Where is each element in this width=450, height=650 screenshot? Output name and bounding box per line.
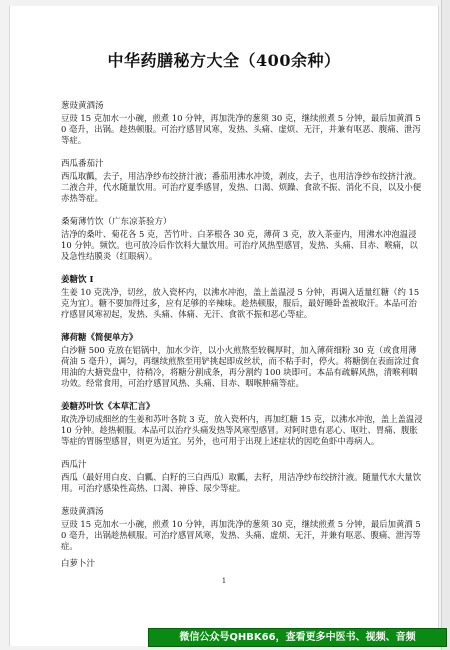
recipe-heading: 葱豉黄酒汤 (61, 507, 104, 517)
recipe-heading: 姜糖饮 I (61, 275, 94, 285)
recipe-body: 西瓜（最好用白皮、白瓤、白籽的三白西瓜）取瓤，去籽，用洁净纱布绞挤汁液。随量代水大量饮用。可治疗感染性高热、口渴、神昏、尿少等症。 (61, 472, 422, 493)
recipe-section (61, 158, 423, 204)
document-title: 中华药膳秘方大全（400余种） (107, 51, 341, 70)
recipe-section (61, 274, 423, 320)
recipe-heading: 薄荷糖《简便单方》 (61, 333, 138, 343)
recipe-section (61, 558, 423, 571)
recipe-section (61, 216, 423, 262)
recipe-heading: 白萝卜汁 (61, 559, 96, 569)
recipe-heading: 西瓜番茄汁 (61, 159, 104, 169)
recipe-body: 洁净的桑叶、菊花各 5 克，苦竹叶、白茅根各 30 克，薄荷 3 克，放入茶壶内，用沸水冲泡温浸 10 分钟。频饮。也可放冷后作饮料大量饮用。可治疗风热型感冒，发热、头痛、目赤、喉痛，以及急性结膜炎（红眼病）。 (61, 229, 418, 261)
scrollbar[interactable] (441, 0, 450, 650)
recipe-body: 豆豉 15 克加水一小碗，煎煮 10 分钟，再加洗净的葱须 30 克，继续煎煮 5 分钟，最后加黄酒 50 毫升，出锅趁热顿服。可治疗感冒风寒，发热、头痛、虚烦、无汗，并兼有呕恶、腹痛、泄泻等症。 (61, 519, 421, 551)
recipe-body: 生姜 10 克洗净，切丝，放入瓷杯内，以沸水冲泡，盖上盖温浸 5 分钟，再调入适量红糖（约 15 克为宜）。糖不要加得过多，应有足够的辛辣味。趁热顿服，服后，最好睡卧盖被取汗。本品可治疗感冒风寒初起，发热、头痛、体痛、无汗、食欲不振和恶心等症。 (61, 287, 420, 319)
page-number: 1 (221, 577, 227, 585)
document-page (9, 6, 439, 646)
recipe-body: 西瓜取瓤，去子，用洁净纱布绞挤汁液；番茄用沸水冲烫，剥皮，去子，也用洁净纱布绞挤汁液。二液合并，代水随量饮用。可治疗夏季感冒，发热、口渴、烦躁、食欲不振、消化不良，以及小便赤热等症。 (61, 171, 422, 203)
recipe-body: 白沙糖 500 克放在铝锅中，加水少许，以小火煎熬至较稠厚时，加入薄荷细粉 30 克（或食用薄荷油 5 毫升），调匀，再继续煎熬至用铲挑起即成丝状，而不粘手时，停火。将糖倒在表面涂过食用油的大搪瓷盘中，待稍冷，将糖分割成条，再分割约 100 块即可。本品有疏解风热，清喉利咽功效。经常食用，可治疗感冒风热、头痛、目赤、咽喉肿痛等症。 (61, 345, 420, 388)
recipe-body: 豆豉 15 克加水一小碗，煎煮 10 分钟，再加洗净的葱须 30 克，继续煎煮 5 分钟，最后加黄酒 50 毫升，出锅。趁热顿服。可治疗感冒风寒，发热、头痛、虚烦、无汗，并兼有呕恶、腹痛、泄泻等症。 (61, 113, 421, 145)
recipe-section (61, 401, 423, 447)
recipe-heading: 桑菊薄竹饮（广东凉茶验方） (61, 217, 172, 227)
recipe-body: 取洗净切成细丝的生姜和苏叶各院 3 克，放入瓷杯内，再加红糖 15 克，以沸水冲泡，盖上盖温浸 10 分钟。趁热顿服。本品可以治疗头痛发热等风寒型感冒。对阿时患有恶心、呕吐、胃痛、腹胀等症的胃肠型感冒，则更为适宜。另外，也可用于出现上述症状的因吃鱼虾中毒病人。 (61, 414, 423, 446)
recipe-section (61, 332, 423, 389)
wechat-banner[interactable]: 微信公众号QHBK66，查看更多中医书、视频、音频 (148, 628, 447, 647)
recipe-section (61, 100, 423, 146)
recipe-heading: 西瓜汁 (61, 460, 87, 470)
recipe-heading: 葱豉黄酒汤 (61, 101, 104, 111)
recipe-heading: 姜糖苏叶饮《本草汇言》 (61, 402, 155, 412)
recipe-section (61, 459, 423, 494)
recipe-section (61, 506, 423, 552)
